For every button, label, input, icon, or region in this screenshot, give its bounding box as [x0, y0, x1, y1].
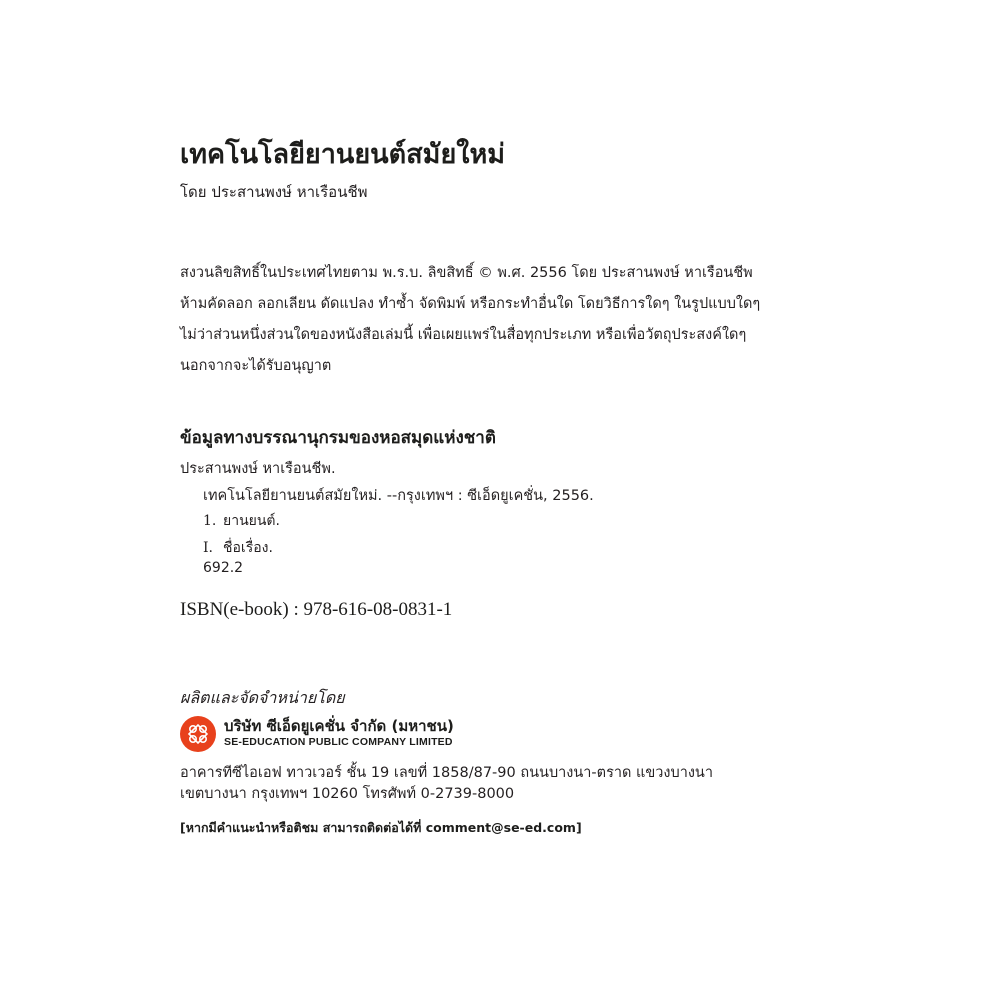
copyright-notice [180, 258, 820, 382]
distributor-heading: ผลิตและจัดจำหน่ายโดย [180, 688, 345, 707]
cip-entry: เทคโนโลยียานยนต์สมัยใหม่. --กรุงเทพฯ : ซีเอ็ดยูเคชั่น, 2556. [203, 488, 594, 504]
cip-subject-1 [203, 510, 280, 532]
cip-author: ประสานพงษ์ หาเรือนชีพ. [180, 461, 336, 477]
cip-heading: ข้อมูลทางบรรณานุกรมของหอสมุดแห่งชาติ [180, 428, 496, 448]
company-name-english: SE-EDUCATION PUBLIC COMPANY LIMITED [224, 736, 453, 748]
copyright-line: ไม่ว่าส่วนหนึ่งส่วนใดของหนังสือเล่มนี้ เพื่อเผยแพร่ในสื่อทุกประเภท หรือเพื่อวัตถุประสงค์ใดๆ [180, 327, 747, 343]
feedback-contact: [หากมีคำแนะนำหรือติชม สามารถติดต่อได้ที่ comment@se-ed.com] [180, 820, 582, 835]
copyright-line: สงวนลิขสิทธิ์ในประเทศไทยตาม พ.ร.บ. ลิขสิทธิ์ © พ.ศ. 2556 โดย ประสานพงษ์ หาเรือนชีพ [180, 265, 753, 281]
cip-subject-1-text: ยานยนต์. [223, 513, 280, 529]
cip-classification: 692.2 [203, 560, 244, 576]
company-address-line: อาคารทีซีไอเอฟ ทาวเวอร์ ชั้น 19 เลขที่ 1858/87-90 ถนนบางนา-ตราด แขวงบางนา [180, 765, 713, 781]
se-ed-logo-icon [180, 716, 216, 752]
book-title: เทคโนโลยียานยนต์สมัยใหม่ [180, 139, 506, 170]
author-byline: โดย ประสานพงษ์ หาเรือนชีพ [180, 183, 368, 201]
company-name-thai: บริษัท ซีเอ็ดยูเคชั่น จำกัด (มหาชน) [224, 717, 454, 735]
cip-subject-2 [203, 537, 273, 559]
copyright-line: นอกจากจะได้รับอนุญาต [180, 358, 332, 374]
isbn: ISBN(e-book) : 978-616-08-0831-1 [180, 599, 453, 620]
cip-subject-2-marker: I. [203, 540, 213, 556]
cip-subject-1-marker: 1. [203, 513, 217, 529]
cip-subject-2-text: ชื่อเรื่อง. [223, 540, 273, 556]
company-address-line: เขตบางนา กรุงเทพฯ 10260 โทรศัพท์ 0-2739-8000 [180, 786, 515, 802]
copyright-line: ห้ามคัดลอก ลอกเลียน ดัดแปลง ทำซ้ำ จัดพิมพ์ หรือกระทำอื่นใด โดยวิธีการใดๆ ในรูปแบบใดๆ [180, 296, 761, 312]
